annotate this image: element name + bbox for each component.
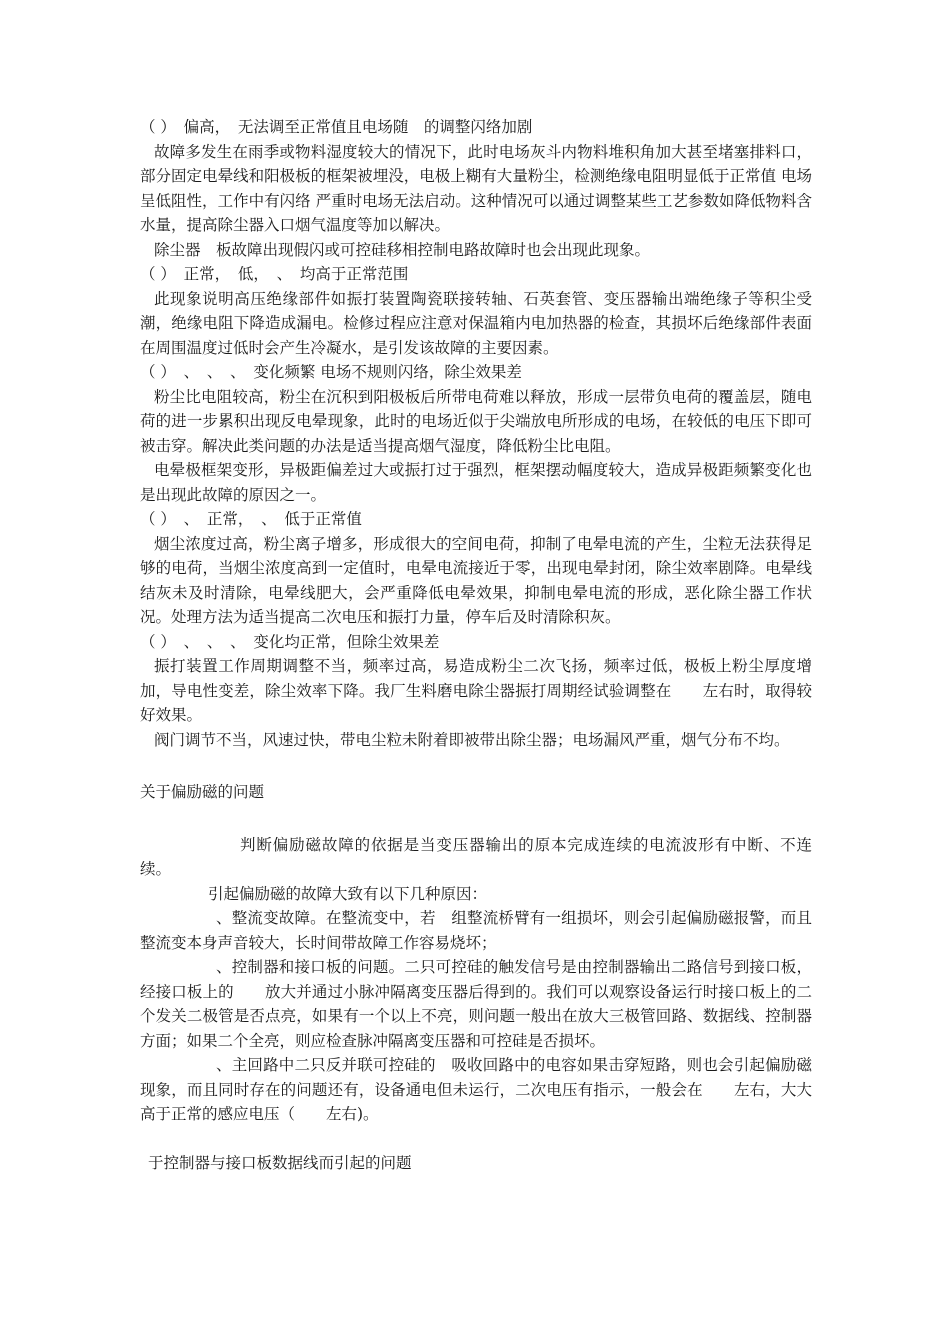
fault-item-5-para-2: 阀门调节不当，风速过快，带电尘粒未附着即被带出除尘器；电场漏风严重，烟气分布不均。	[154, 730, 790, 749]
fault-item-1-para-2: 除尘器 板故障出现假闪或可控硅移相控制电路故障时也会出现此现象。	[154, 240, 651, 259]
fault-item-4-title: （ ） 、 正常， 、 低于正常值	[140, 510, 362, 528]
section-heading-controller-interface: 于控制器与接口板数据线而引起的问题	[148, 1153, 412, 1172]
section-heading-bias-excitation: 关于偏励磁的问题	[140, 783, 265, 801]
fault-item-3-para-1: 粉尘比电阻较高，粉尘在沉积到阳极板后所带电荷难以释放，形成一层带负电荷的覆盖层，随电荷的进一步累积出现反电晕现象，此时的电场近似于尖端放电所形成的电场，在较低的电压下即可被击穿。解决此类问题的办法是适当提高烟气湿度，降低粉尘比电阻。	[140, 387, 812, 455]
cause-2: 、控制器和接口板的问题。二只可控硅的触发信号是由控制器输出二路信号到接口板，经接口板上的 放大并通过小脉冲隔离变压器后得到的。我们可以观察设备运行时接口板上的二个发关二极管是否点亮，如果有一个以上不亮，则问题一般出在放大三极管回路、数据线、控制器方面；如果二个全亮，则应检查脉冲隔离变压器和可控硅是否损坏。	[140, 958, 812, 1050]
fault-item-1-title: （ ） 偏高， 无法调至正常值且电场随 的调整闪络加剧	[140, 118, 533, 136]
cause-3: 、主回路中二只反并联可控硅的 吸收回路中的电容如果击穿短路，则也会引起偏励磁现象，而且同时存在的问题还有，设备通电但未运行，二次电压有指示，一般会在 左右，大大高于正常的感应电压（ 左右)。	[140, 1056, 812, 1123]
fault-item-5-para-1: 振打装置工作周期调整不当，频率过高，易造成粉尘二次飞扬，频率过低，极板上粉尘厚度增加，导电性变差，除尘效率下降。我厂生料磨电除尘器振打周期经试验调整在 左右时，取得较好效果。	[140, 657, 812, 724]
fault-item-3-para-2: 电晕极框架变形，异极距偏差过大或振打过于强烈，框架摆动幅度较大，造成异极距频繁变化也是出现此故障的原因之一。	[140, 461, 812, 504]
fault-item-2-para-1: 此现象说明高压绝缘部件如振打装置陶瓷联接转轴、石英套管、变压器输出端绝缘子等积尘受潮，绝缘电阻下降造成漏电。检修过程应注意对保温箱内电加热器的检查，其损坏后绝缘部件表面在周围温度过低时会产生冷凝水，是引发该故障的主要因素。	[140, 289, 812, 357]
document-page	[140, 115, 812, 1175]
cause-1: 、整流变故障。在整流变中，若 组整流桥臂有一组损坏，则会引起偏励磁报警，而且整流变本身声音较大，长时间带故障工作容易烧坏；	[140, 909, 812, 952]
bias-excitation-causes-intro: 引起偏励磁的故障大致有以下几种原因：	[208, 884, 488, 903]
fault-item-2-title: （ ） 正常， 低， 、 均高于正常范围	[140, 265, 409, 283]
fault-item-4-para-1: 烟尘浓度过高，粉尘离子增多，形成很大的空间电荷，抑制了电晕电流的产生，尘粒无法获得足够的电荷，当烟尘浓度高到一定值时，电晕电流接近于零，出现电晕封闭，除尘效率剧降。电晕线结灰未及时清除，电晕线肥大，会严重降低电晕效果，抑制电晕电流的形成，恶化除尘器工作状况。处理方法为适当提高二次电压和振打力量，停车后及时清除积灰。	[140, 534, 812, 626]
bias-excitation-intro: 判断偏励磁故障的依据是当变压器输出的原本完成连续的电流波形有中断、不连续。	[140, 835, 812, 878]
fault-item-5-title: （ ） 、 、 、 变化均正常，但除尘效果差	[140, 632, 440, 651]
fault-item-1-para-1: 故障多发生在雨季或物料湿度较大的情况下，此时电场灰斗内物料堆积角加大甚至堵塞排料口，部分固定电晕线和阳极板的框架被埋没，电极上糊有大量粉尘，检测绝缘电阻明显低于正常值 电场呈低阻性，工作中有闪络 严重时电场无法启动。这种情况可以通过调整某些工艺参数如降低物料含水量，提高除尘器入口烟气温度等加以解决。	[140, 142, 812, 234]
fault-item-3-title: （ ） 、 、 、 变化频繁 电场不规则闪络，除尘效果差	[140, 363, 522, 381]
